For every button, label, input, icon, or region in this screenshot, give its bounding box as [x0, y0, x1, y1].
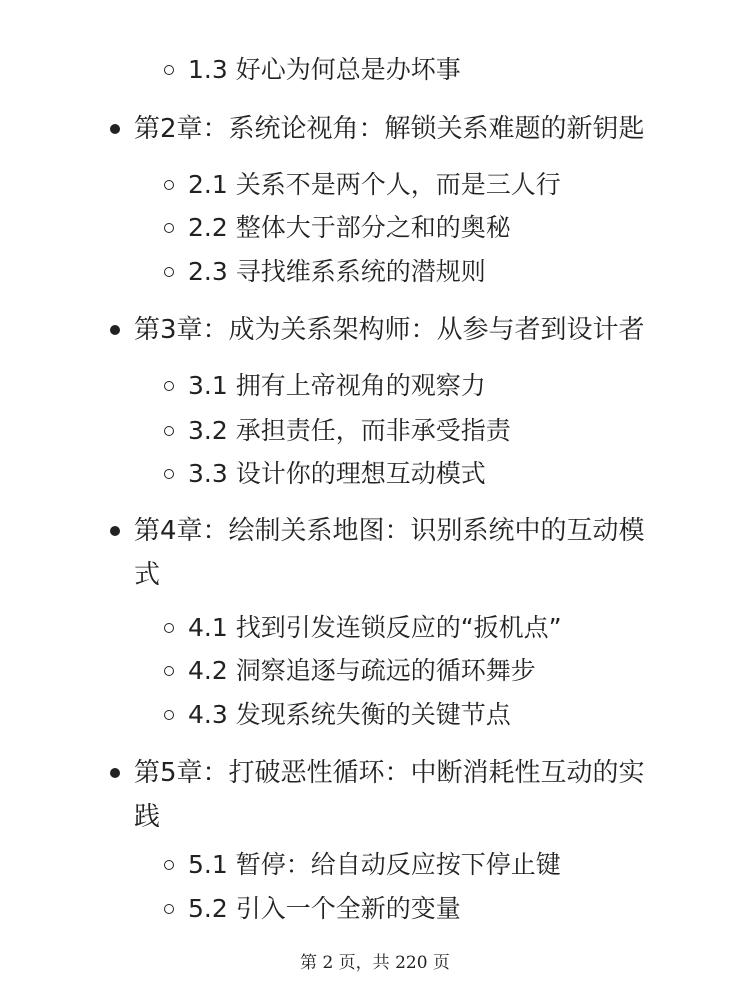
- hollow-bullet-icon: [164, 710, 174, 720]
- toc-chapter-4: [110, 509, 670, 597]
- hollow-bullet-icon: [164, 223, 174, 233]
- hollow-bullet-icon: [164, 623, 174, 633]
- toc-section-label: 4.1 找到引发连锁反应的“扳机点”: [188, 613, 562, 642]
- toc-section-4-3: [164, 695, 684, 735]
- hollow-bullet-icon: [164, 180, 174, 190]
- toc-chapter-2: [110, 107, 670, 151]
- hollow-bullet-icon: [164, 469, 174, 479]
- toc-section-label: 2.2 整体大于部分之和的奥秘: [188, 213, 511, 242]
- toc-section-4-2: [164, 651, 684, 691]
- toc-section-4-1: [164, 608, 684, 648]
- toc-section-1-3: [164, 50, 684, 90]
- filled-bullet-icon: [110, 124, 120, 134]
- toc-section-2-1: [164, 165, 684, 205]
- hollow-bullet-icon: [164, 426, 174, 436]
- toc-section-label: 2.1 关系不是两个人，而是三人行: [188, 170, 561, 199]
- toc-section-label: 3.1 拥有上帝视角的观察力: [188, 371, 486, 400]
- toc-section-label: 4.2 洞察追逐与疏远的循环舞步: [188, 656, 536, 685]
- toc-section-label: 2.3 寻找维系系统的潜规则: [188, 257, 486, 286]
- toc-chapter-3: [110, 308, 670, 352]
- toc-section-3-2: [164, 411, 684, 451]
- toc-chapter-5: [110, 751, 670, 839]
- toc-chapter-label: 第3章：成为关系架构师：从参与者到设计者: [134, 315, 645, 345]
- toc-section-label: 5.2 引入一个全新的变量: [188, 894, 461, 923]
- page-number-footer: 第 2 页，共 220 页: [300, 953, 450, 973]
- filled-bullet-icon: [110, 325, 120, 335]
- toc-section-3-3: [164, 454, 684, 494]
- toc-section-2-2: [164, 208, 684, 248]
- toc-chapter-label: 第4章：绘制关系地图：识别系统中的互动模式: [134, 516, 645, 590]
- toc-section-2-3: [164, 252, 684, 292]
- toc-section-5-1: [164, 845, 684, 885]
- toc-section-label: 1.3 好心为何总是办坏事: [188, 55, 461, 84]
- toc-section-3-1: [164, 366, 684, 406]
- filled-bullet-icon: [110, 768, 120, 778]
- toc-chapter-label: 第5章：打破恶性循环：中断消耗性互动的实践: [134, 758, 645, 832]
- filled-bullet-icon: [110, 526, 120, 536]
- hollow-bullet-icon: [164, 904, 174, 914]
- toc-section-label: 5.1 暂停：给自动反应按下停止键: [188, 850, 561, 879]
- toc-section-label: 3.2 承担责任，而非承受指责: [188, 416, 511, 445]
- toc-section-5-2: [164, 889, 684, 929]
- hollow-bullet-icon: [164, 65, 174, 75]
- hollow-bullet-icon: [164, 267, 174, 277]
- hollow-bullet-icon: [164, 381, 174, 391]
- hollow-bullet-icon: [164, 860, 174, 870]
- toc-section-label: 3.3 设计你的理想互动模式: [188, 459, 486, 488]
- toc-chapter-label: 第2章：系统论视角：解锁关系难题的新钥匙: [134, 114, 645, 144]
- toc-section-label: 4.3 发现系统失衡的关键节点: [188, 700, 511, 729]
- hollow-bullet-icon: [164, 666, 174, 676]
